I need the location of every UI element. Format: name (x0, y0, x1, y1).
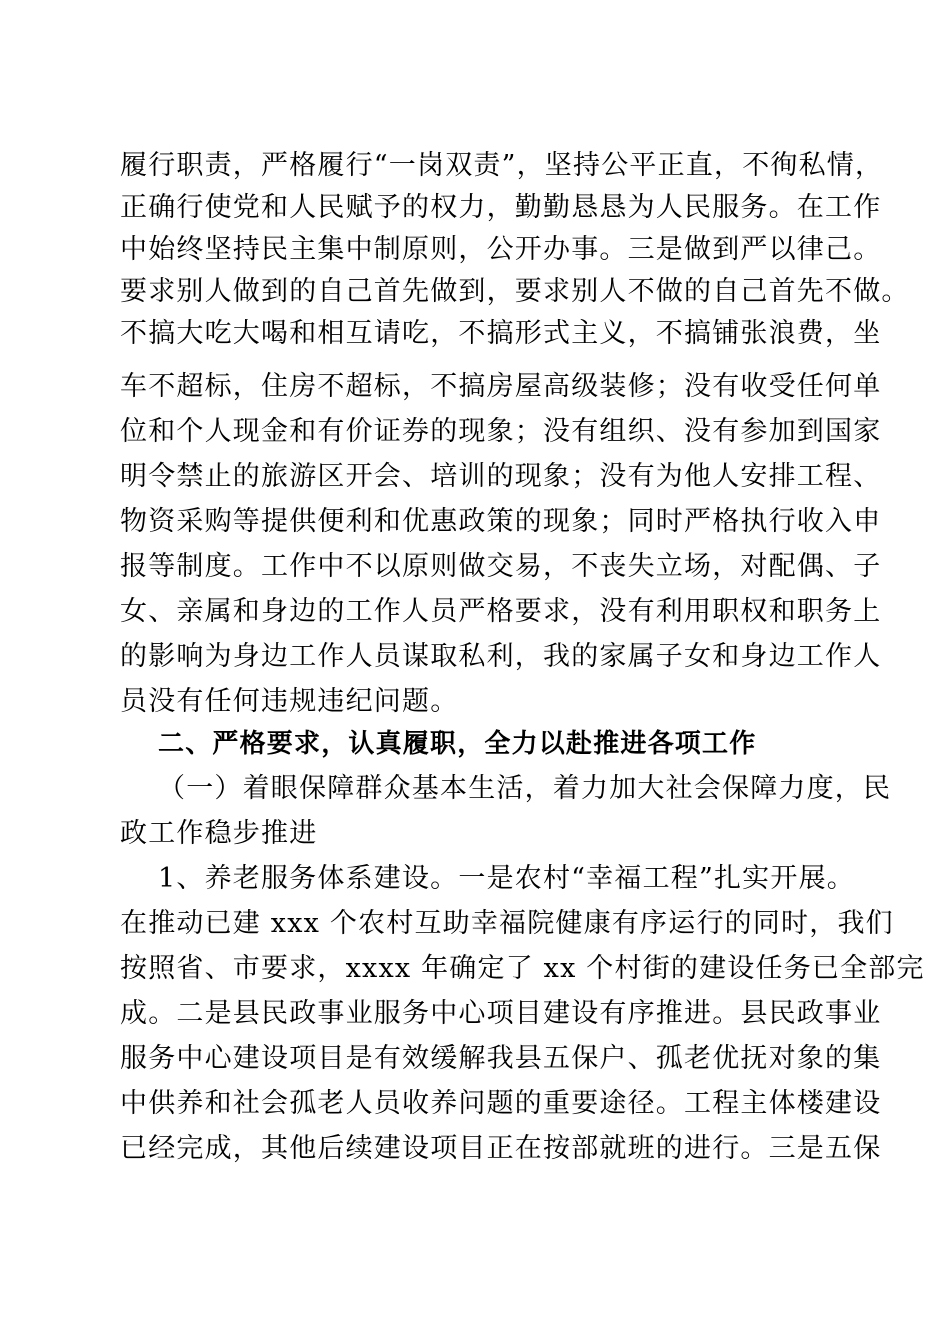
paragraph-line: 物资采购等提供便利和优惠政策的现象；同时严格执行收入申 (120, 506, 882, 537)
paragraph-line: 女、亲属和身边的工作人员严格要求，没有利用职权和职务上 (120, 596, 882, 627)
paragraph-line: 报等制度。工作中不以原则做交易，不丧失立场，对配偶、子 (120, 551, 882, 582)
paragraph-line: 1、养老服务体系建设。一是农村“幸福工程”扎实开展。 (158, 863, 855, 894)
paragraph-line: 不搞大吃大喝和相互请吃，不搞形式主义，不搞铺张浪费，坐 (120, 318, 882, 349)
paragraph-line: 员没有任何违规违纪问题。 (120, 686, 459, 717)
paragraph-line: 在推动已建 xxx 个农村互助幸福院健康有序运行的同时，我们 (120, 908, 894, 939)
paragraph-line: 位和个人现金和有价证券的现象；没有组织、没有参加到国家 (120, 416, 882, 447)
paragraph-line: 正确行使党和人民赋予的权力，勤勤恳恳为人民服务。在工作 (120, 192, 882, 223)
paragraph-line: 中始终坚持民主集中制原则，公开办事。三是做到严以律己。 (120, 234, 882, 265)
paragraph-line: 车不超标，住房不超标，不搞房屋高级装修；没有收受任何单 (120, 371, 882, 402)
paragraph-line: 服务中心建设项目是有效缓解我县五保户、孤老优抚对象的集 (120, 1043, 882, 1074)
section-heading: 二、严格要求，认真履职，全力以赴推进各项工作 (158, 729, 757, 759)
paragraph-line: 的影响为身边工作人员谋取私利，我的家属子女和身边工作人 (120, 641, 882, 672)
paragraph-line: 按照省、市要求，xxxx 年确定了 xx 个村街的建设任务已全部完 (120, 953, 925, 984)
paragraph-line: 成。二是县民政事业服务中心项目建设有序推进。县民政事业 (120, 998, 882, 1029)
paragraph-line: 要求别人做到的自己首先做到，要求别人不做的自己首先不做。 (120, 276, 910, 307)
subsection-heading-line: （一）着眼保障群众基本生活，着力加大社会保障力度，民 (158, 773, 892, 804)
paragraph-line: 明令禁止的旅游区开会、培训的现象；没有为他人安排工程、 (120, 461, 882, 492)
subsection-heading-line: 政工作稳步推进 (120, 818, 318, 849)
paragraph-line: 中供养和社会孤老人员收养问题的重要途径。工程主体楼建设 (120, 1088, 882, 1119)
paragraph-line: 履行职责，严格履行“一岗双责”，坚持公平正直，不徇私情， (120, 150, 884, 181)
paragraph-line: 已经完成，其他后续建设项目正在按部就班的进行。三是五保 (120, 1133, 882, 1164)
